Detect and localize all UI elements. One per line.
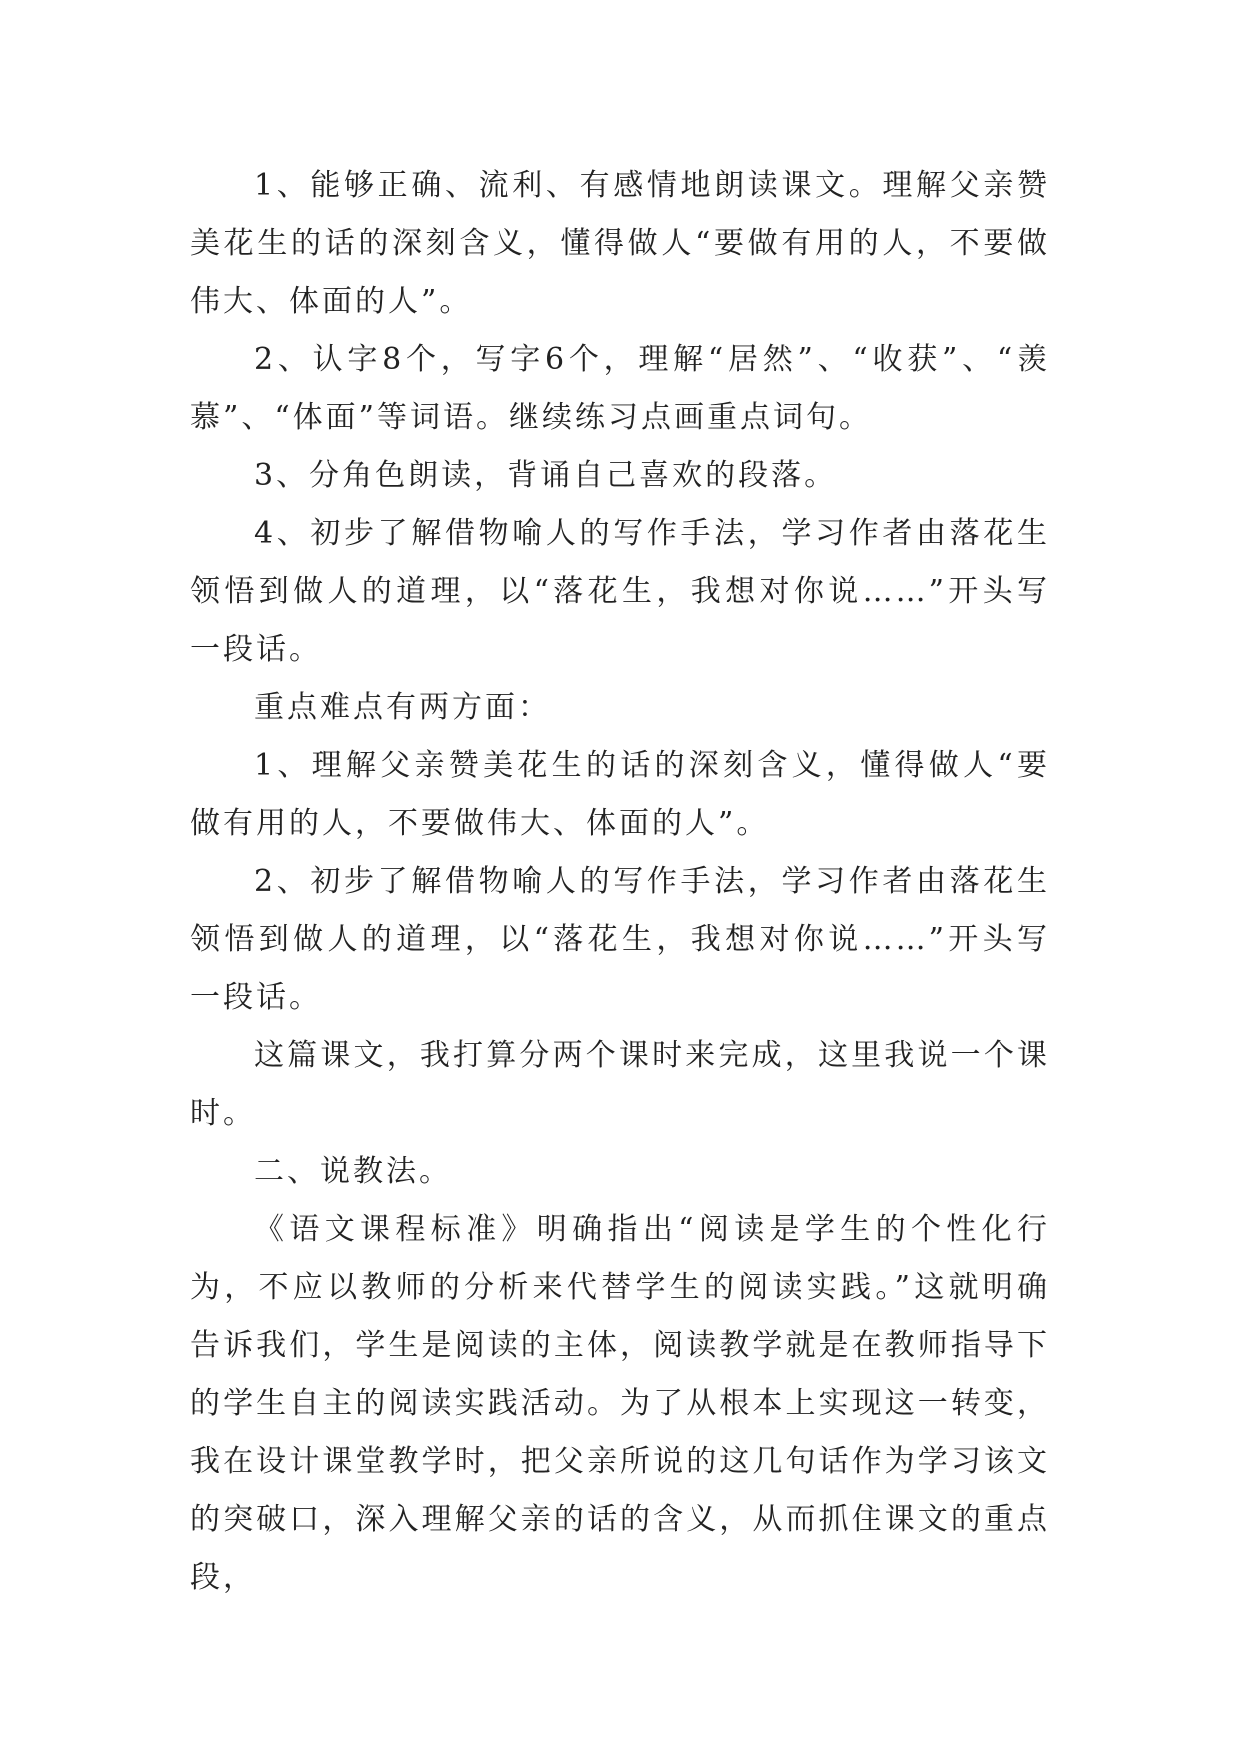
paragraph-section-heading: 二、说教法。 [254, 1154, 452, 1189]
paragraph-objective-2: 2、认字8个，写字6个，理解“居然”、“收获”、“羡慕”、“体面”等词语。继续练习点画重点词句。 [190, 342, 1050, 435]
paragraph-teaching-method: 《语文课程标准》明确指出“阅读是学生的个性化行为，不应以教师的分析来代替学生的阅读实践。”这就明确告诉我们，学生是阅读的主体，阅读教学就是在教师指导下的学生自主的阅读实践活动。为了从根本上实现这一转变，我在设计课堂教学时，把父亲所说的这几句话作为学习该文的突破口，深入理解父亲的话的含义，从而抓住课文的重点段， [190, 1212, 1050, 1595]
paragraph-objective-3: 3、分角色朗读，背诵自己喜欢的段落。 [254, 458, 838, 493]
paragraph-key-point-2: 2、初步了解借物喻人的写作手法，学习作者由落花生领悟到做人的道理，以“落花生，我想对你说……”开头写一段话。 [190, 864, 1050, 1015]
paragraph-lesson-plan: 这篇课文，我打算分两个课时来完成，这里我说一个课时。 [190, 1038, 1050, 1131]
document-body [190, 157, 1050, 1607]
paragraph-objective-4: 4、初步了解借物喻人的写作手法，学习作者由落花生领悟到做人的道理，以“落花生，我想对你说……”开头写一段话。 [190, 516, 1050, 667]
paragraph-key-points-heading: 重点难点有两方面： [254, 690, 551, 725]
paragraph-key-point-1: 1、理解父亲赞美花生的话的深刻含义，懂得做人“要做有用的人，不要做伟大、体面的人”。 [190, 748, 1050, 841]
paragraph-objective-1: 1、能够正确、流利、有感情地朗读课文。理解父亲赞美花生的话的深刻含义，懂得做人“要做有用的人，不要做伟大、体面的人”。 [190, 168, 1050, 319]
